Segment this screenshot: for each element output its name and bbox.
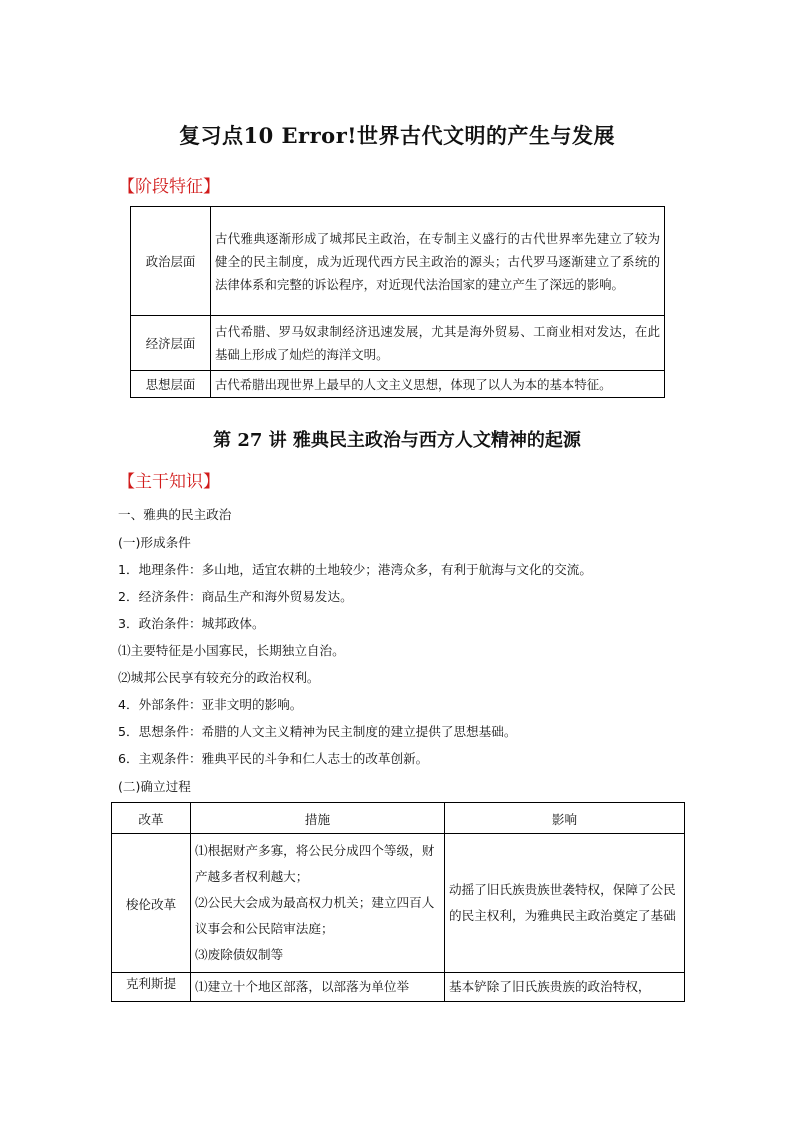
table-row <box>131 371 665 398</box>
bracket-open: 【 <box>118 472 135 492</box>
reform-impact: 动摇了旧氏族贵族世袭特权，保障了公民的民主权利，为雅典民主政治奠定了基础 <box>445 834 685 973</box>
bracket-close: 】 <box>203 472 220 492</box>
row-label: 经济层面 <box>131 316 211 371</box>
measure-item: ⑶废除债奴制等 <box>195 947 284 962</box>
row-text: 古代雅典逐渐形成了城邦民主政治，在专制主义盛行的古代世界率先建立了较为健全的民主制度，成为近现代西方民主政治的源头；古代罗马逐渐建立了系统的法律体系和完整的诉讼程序，对近现代法治国家的建立产生了深远的影响。 <box>211 207 665 316</box>
table-row <box>112 834 685 973</box>
row-label: 政治层面 <box>131 207 211 316</box>
table-row <box>131 207 665 316</box>
stage-features-label: 阶段特征 <box>135 177 203 197</box>
reform-name: 梭伦改革 <box>112 834 191 973</box>
list-item: 5．思想条件：希腊的人文主义精神为民主制度的建立提供了思想基础。 <box>118 724 517 739</box>
bracket-close: 】 <box>203 177 220 197</box>
list-item: 2．经济条件：商品生产和海外贸易发达。 <box>118 589 353 604</box>
measure-item: ⑴建立十个地区部落，以部落为单位举 <box>195 979 410 994</box>
main-knowledge-label: 主干知识 <box>135 472 203 492</box>
row-label: 思想层面 <box>131 371 211 398</box>
list-item: 1．地理条件：多山地，适宜农耕的土地较少；港湾众多，有利于航海与文化的交流。 <box>118 562 592 577</box>
reform-measures <box>191 973 445 1002</box>
reform-measures <box>191 834 445 973</box>
main-knowledge-heading <box>118 467 220 492</box>
list-item: ⑵城邦公民享有较充分的政治权利。 <box>118 670 320 685</box>
list-item: 4．外部条件：亚非文明的影响。 <box>118 697 303 712</box>
table-row <box>131 316 665 371</box>
page-title: 复习点10 Error!世界古代文明的产生与发展 <box>179 123 615 148</box>
stage-features-heading <box>118 172 220 197</box>
stage-features-table <box>130 206 665 398</box>
table-row <box>112 973 685 1002</box>
reform-table <box>111 802 685 1002</box>
list-item: ⑴主要特征是小国寡民，长期独立自治。 <box>118 643 345 658</box>
section-heading: 一、雅典的民主政治 <box>118 507 232 522</box>
subsection-heading: (一)形成条件 <box>118 535 191 550</box>
column-header: 措施 <box>191 803 445 834</box>
list-item: 6．主观条件：雅典平民的斗争和仁人志士的改革创新。 <box>118 751 429 766</box>
table-header-row <box>112 803 685 834</box>
column-header: 影响 <box>445 803 685 834</box>
list-item: 3．政治条件：城邦政体。 <box>118 616 265 631</box>
reform-impact: 基本铲除了旧氏族贵族的政治特权， <box>445 973 685 1002</box>
measure-item: ⑴根据财产多寡，将公民分成四个等级，财产越多者权利越大； <box>195 843 435 884</box>
subsection-heading: (二)确立过程 <box>118 779 191 794</box>
measure-item: ⑵公民大会成为最高权力机关；建立四百人议事会和公民陪审法庭； <box>195 895 435 936</box>
lesson-title: 第 27 讲 雅典民主政治与西方人文精神的起源 <box>213 430 581 451</box>
reform-name: 克利斯提 <box>112 973 191 1002</box>
bracket-open: 【 <box>118 177 135 197</box>
row-text: 古代希腊出现世界上最早的人文主义思想，体现了以人为本的基本特征。 <box>211 371 665 398</box>
row-text: 古代希腊、罗马奴隶制经济迅速发展，尤其是海外贸易、工商业相对发达，在此基础上形成了灿烂的海洋文明。 <box>211 316 665 371</box>
column-header: 改革 <box>112 803 191 834</box>
